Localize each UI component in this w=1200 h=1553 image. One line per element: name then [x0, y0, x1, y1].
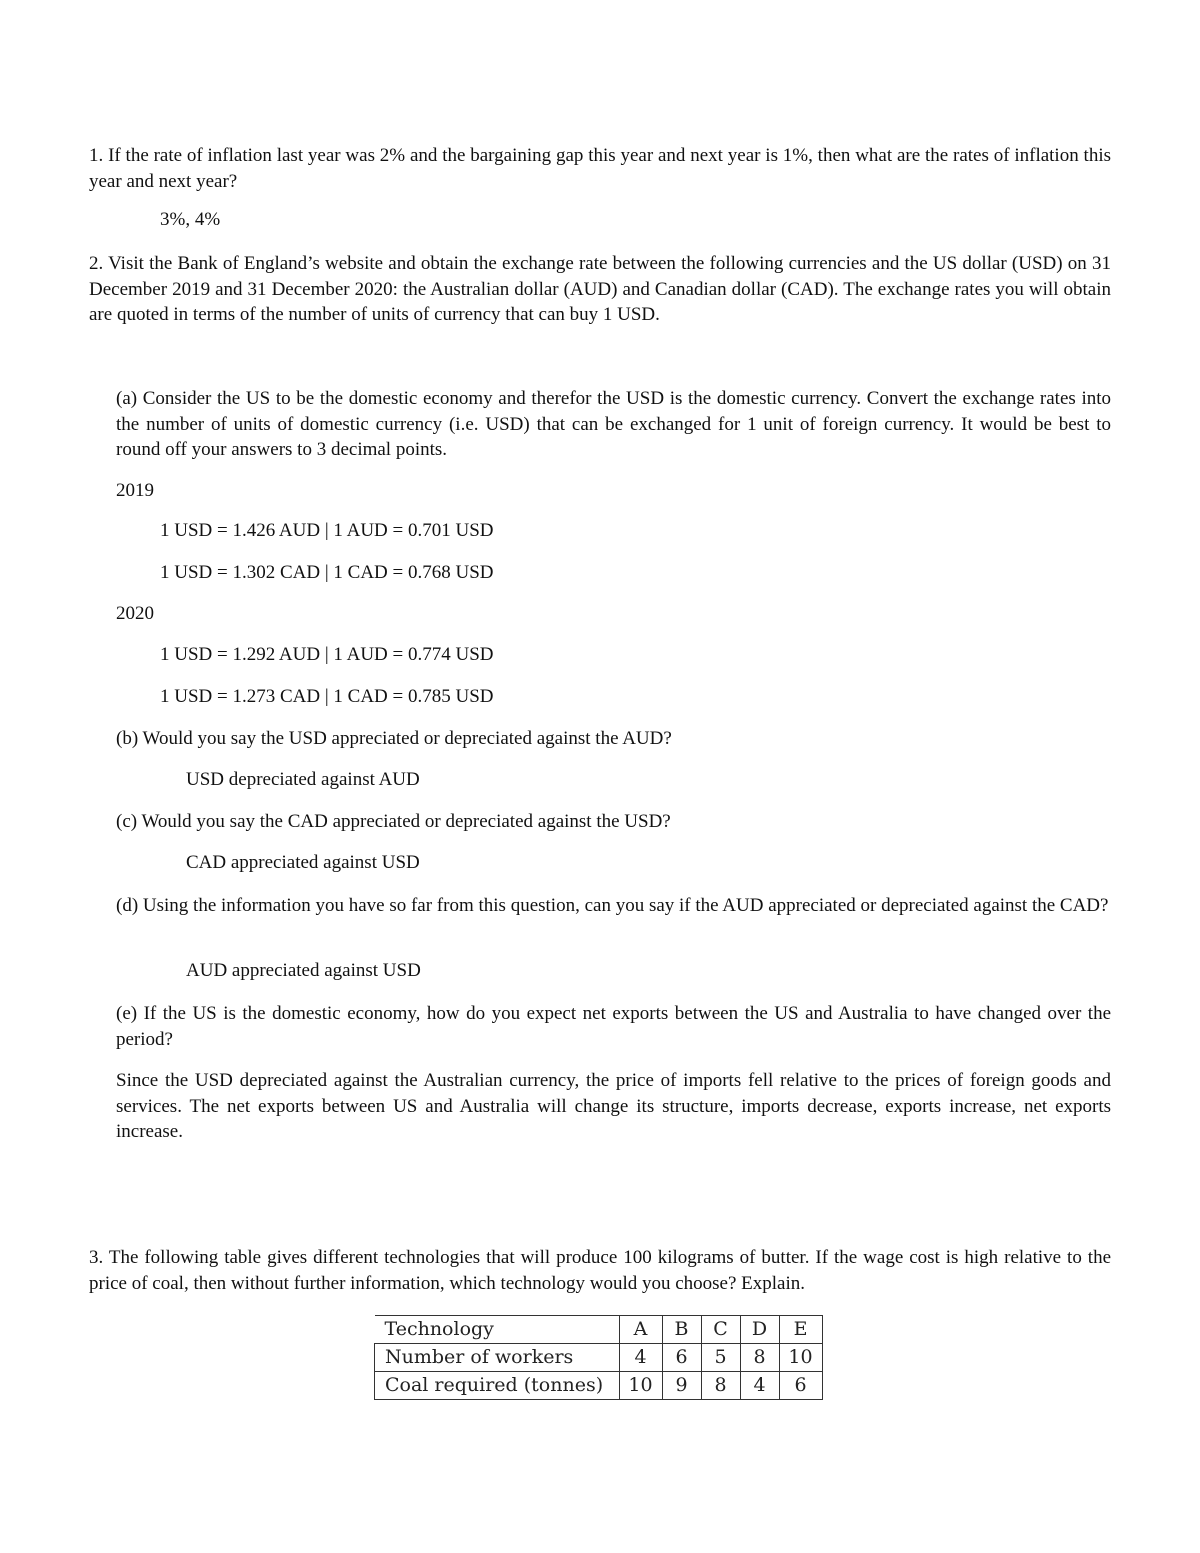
table-cell: 6 [662, 1344, 701, 1372]
q2b-answer: USD depreciated against AUD [186, 769, 420, 790]
table-cell: 4 [619, 1344, 662, 1372]
q2a-question: (a) Consider the US to be the domestic economy and therefor the USD is the domestic currency. Convert the exchange rates into the number of units of domestic currency (i.e. USD) that can be exchanged for 1 unit of foreign currency. It would be best to round off your answers to 3 decimal points. [116, 388, 1111, 460]
table-cell: Coal required (tonnes) [375, 1372, 620, 1400]
q2c-answer: CAD appreciated against USD [186, 852, 420, 873]
table-cell: 5 [701, 1344, 740, 1372]
q2d-answer: AUD appreciated against USD [186, 960, 421, 981]
table-cell: 4 [740, 1372, 779, 1400]
table-cell: C [701, 1316, 740, 1344]
table-cell: 9 [662, 1372, 701, 1400]
table-cell: B [662, 1316, 701, 1344]
q2e-question: (e) If the US is the domestic economy, how do you expect net exports between the US and Australia to have changed over the period? [116, 1003, 1111, 1050]
table-cell: 10 [619, 1372, 662, 1400]
q2a-year-2020: 2020 [116, 603, 154, 624]
q2a-2020-cad-rate: 1 USD = 1.273 CAD | 1 CAD = 0.785 USD [160, 686, 494, 707]
q2c-question: (c) Would you say the CAD appreciated or depreciated against the USD? [116, 811, 671, 832]
table-cell: E [779, 1316, 822, 1344]
technology-table [374, 1315, 823, 1400]
table-cell: Technology [375, 1316, 620, 1344]
q2b-question: (b) Would you say the USD appreciated or depreciated against the AUD? [116, 728, 672, 749]
q1-answer: 3%, 4% [160, 209, 221, 230]
table-row [375, 1316, 823, 1344]
table-cell: A [619, 1316, 662, 1344]
q2-question: 2. Visit the Bank of England’s website and obtain the exchange rate between the following currencies and the US dollar (USD) on 31 December 2019 and 31 December 2020: the Australian dollar (AUD) and Canadian dollar (CAD). The exchange rates you will obtain are quoted in terms of the number of units of currency that can buy 1 USD. [89, 253, 1111, 325]
table-cell: D [740, 1316, 779, 1344]
table-cell: 6 [779, 1372, 822, 1400]
q1-question: 1. If the rate of inflation last year was 2% and the bargaining gap this year and next year is 1%, then what are the rates of inflation this year and next year? [89, 145, 1111, 192]
q2d-question: (d) Using the information you have so far from this question, can you say if the AUD appreciated or depreciated against the CAD? [116, 895, 1109, 916]
q3-question: 3. The following table gives different technologies that will produce 100 kilograms of butter. If the wage cost is high relative to the price of coal, then without further information, which technology would you choose? Explain. [89, 1247, 1111, 1294]
table-cell: Number of workers [375, 1344, 620, 1372]
table-cell: 8 [740, 1344, 779, 1372]
table-row [375, 1344, 823, 1372]
table-row [375, 1372, 823, 1400]
q2e-answer: Since the USD depreciated against the Australian currency, the price of imports fell relative to the prices of foreign goods and services. The net exports between US and Australia will change its structure, imports decrease, exports increase, net exports increase. [116, 1070, 1111, 1142]
table-cell: 8 [701, 1372, 740, 1400]
q2a-2020-aud-rate: 1 USD = 1.292 AUD | 1 AUD = 0.774 USD [160, 644, 494, 665]
q2a-2019-aud-rate: 1 USD = 1.426 AUD | 1 AUD = 0.701 USD [160, 520, 494, 541]
q2a-2019-cad-rate: 1 USD = 1.302 CAD | 1 CAD = 0.768 USD [160, 562, 494, 583]
q2a-year-2019: 2019 [116, 480, 154, 501]
table-cell: 10 [779, 1344, 822, 1372]
